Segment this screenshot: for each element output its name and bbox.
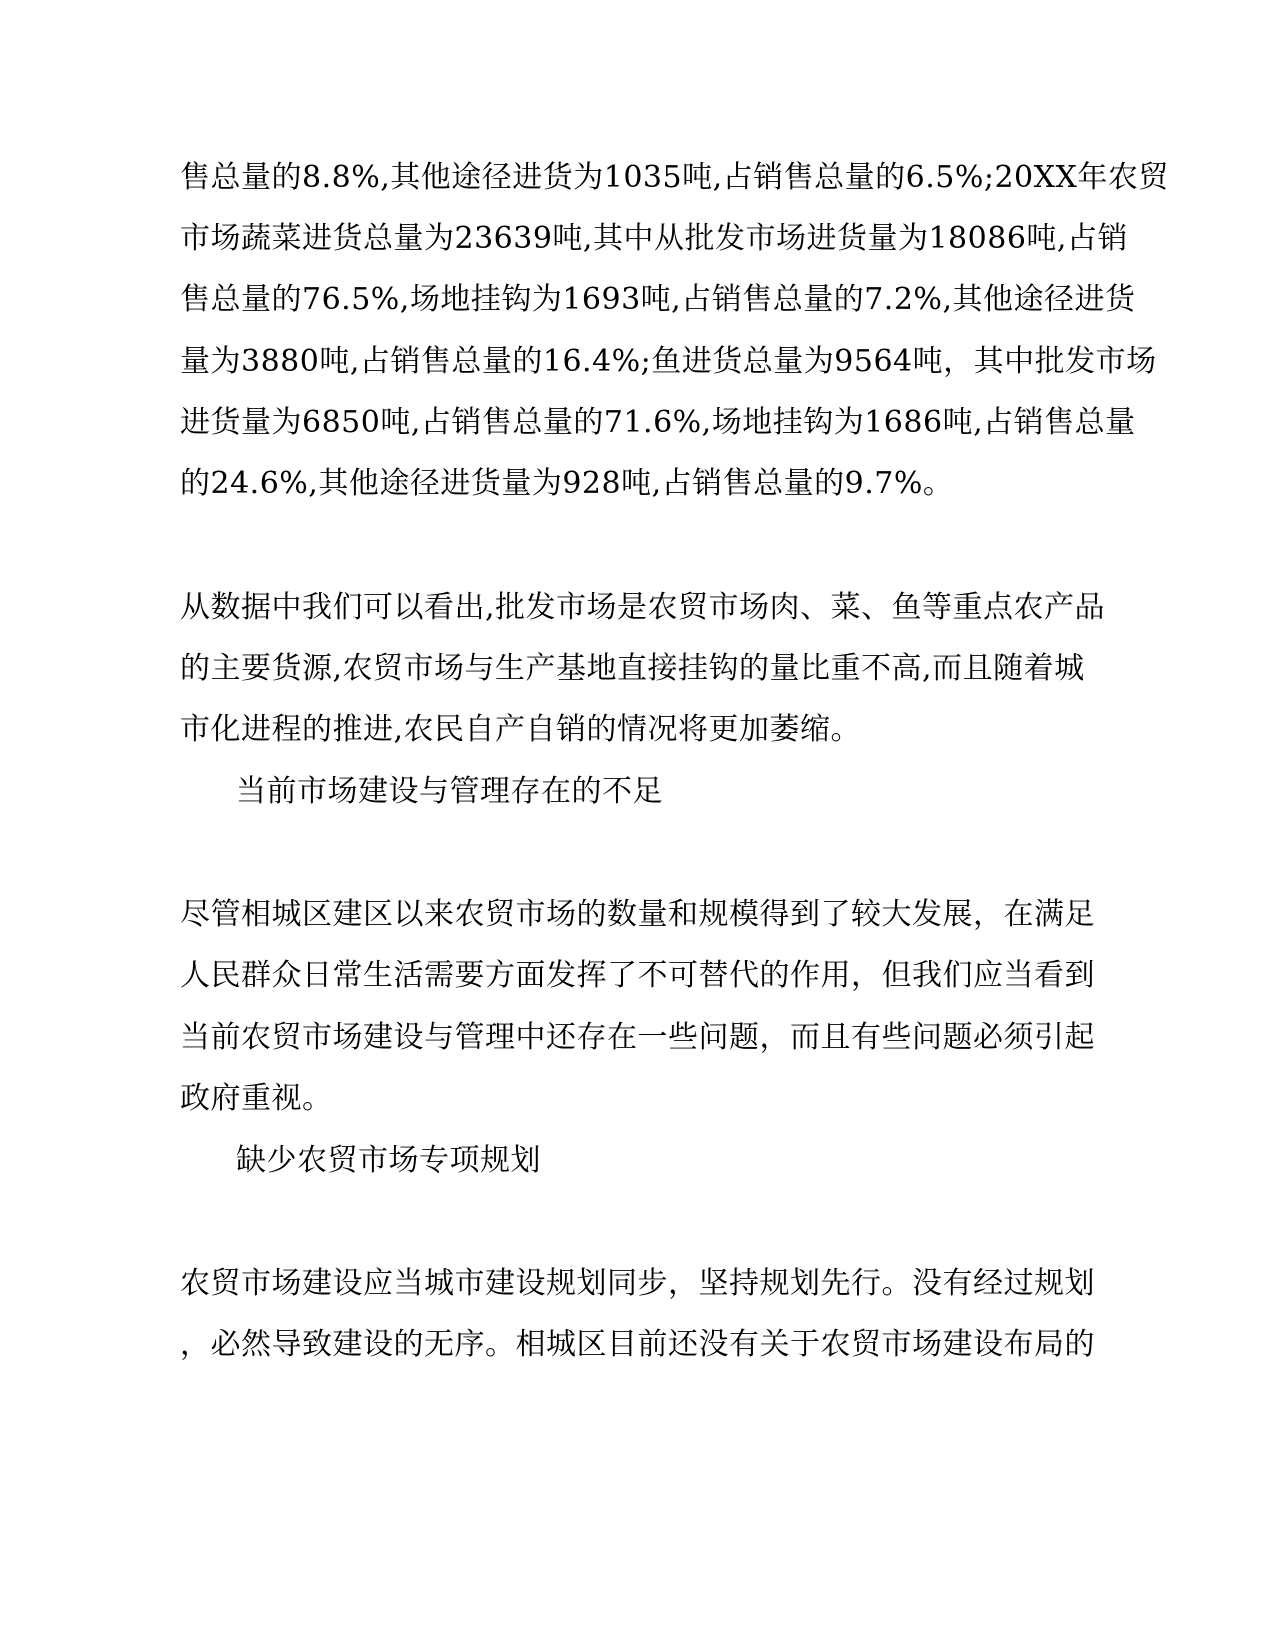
paragraph-line: 售总量的8.8%,其他途径进货为1035吨,占销售总量的6.5%;20XX年农贸 — [180, 160, 1169, 195]
paragraph-line: 政府重视。 — [180, 1081, 333, 1116]
paragraph-line: 的主要货源,农贸市场与生产基地直接挂钩的量比重不高,而且随着城 — [180, 651, 1085, 686]
paragraph-line: 农贸市场建设应当城市建设规划同步，坚持规划先行。没有经过规划 — [180, 1266, 1095, 1301]
paragraph-line: ，必然导致建设的无序。相城区目前还没有关于农贸市场建设布局的 — [180, 1327, 1095, 1362]
paragraph-line: 尽管相城区建区以来农贸市场的数量和规模得到了较大发展，在满足 — [180, 897, 1095, 932]
paragraph-line: 人民群众日常生活需要方面发挥了不可替代的作用，但我们应当看到 — [180, 958, 1095, 993]
paragraph-line: 售总量的76.5%,场地挂钩为1693吨,占销售总量的7.2%,其他途径进货 — [180, 282, 1136, 317]
section-heading: 当前市场建设与管理存在的不足 — [236, 774, 663, 809]
paragraph-line: 当前农贸市场建设与管理中还存在一些问题，而且有些问题必须引起 — [180, 1020, 1095, 1055]
paragraph-line: 从数据中我们可以看出,批发市场是农贸市场肉、菜、鱼等重点农产品 — [180, 590, 1106, 625]
paragraph-line: 量为3880吨,占销售总量的16.4%;鱼进货总量为9564吨，其中批发市场 — [180, 344, 1157, 379]
paragraph-line: 市场蔬菜进货总量为23639吨,其中从批发市场进货量为18086吨,占销 — [180, 221, 1128, 256]
section-heading: 缺少农贸市场专项规划 — [236, 1143, 541, 1178]
paragraph-line: 进货量为6850吨,占销售总量的71.6%,场地挂钩为1686吨,占销售总量 — [180, 405, 1136, 440]
paragraph-line: 市化进程的推进,农民自产自销的情况将更加萎缩。 — [180, 712, 862, 747]
paragraph-line: 的24.6%,其他途径进货量为928吨,占销售总量的9.7%。 — [180, 466, 954, 501]
